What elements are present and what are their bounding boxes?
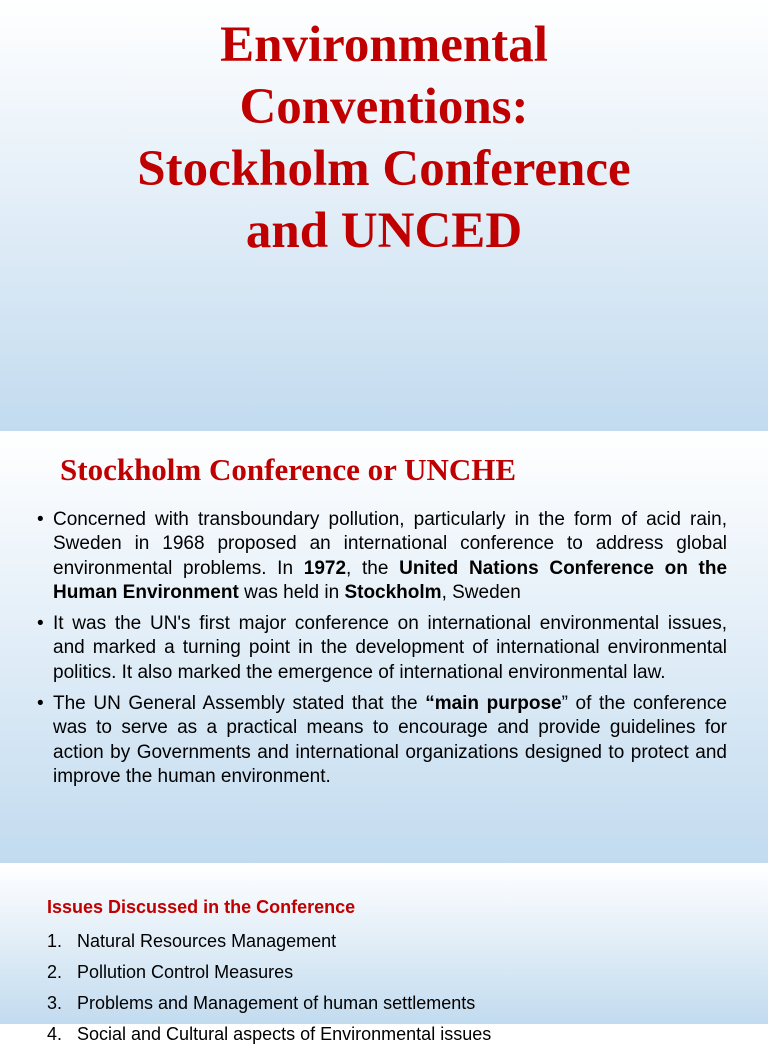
list-item [47,957,491,988]
slide-heading: Stockholm Conference or UNCHE [60,452,517,487]
slide-title [0,14,768,262]
issues-list [47,926,491,1050]
bullet-text: It was the UN's first major conference on international environmental issues, and marked a turning point in the development of international environmental politics. It also marked the emergence of international environmental law. [53,613,727,683]
bullet-text: The UN General Assembly stated that the [53,693,426,715]
title-slide [0,0,768,432]
bullet-bold-main-purpose: “main purpose [425,693,562,715]
bullet-text: Concerned with transboundary pollution, particularly in the form of acid rain, Sweden in 1968 proposed an international conference to address global environmental problems. In [53,509,727,579]
item-text: Pollution Control Measures [77,962,294,982]
bullet-text: ” of the conference was to serve as a practical means to encourage and provide guidelines for action by Governments and international organizations designed to protect and improve the human environment. [53,693,727,787]
bullet-item [37,692,727,789]
bullet-bold-city: Stockholm [344,581,442,603]
slide-divider [0,431,768,434]
title-line-4: and UNCED [245,203,523,259]
item-text: Social and Cultural aspects of Environmental issues [77,1024,492,1044]
bullet-text: was held in [238,581,345,603]
item-number: 2. [47,962,63,982]
list-item [47,926,491,957]
bullet-dot: • [37,693,44,715]
issues-slide [0,864,768,1044]
list-item [47,1019,491,1050]
bullet-dot: • [37,613,44,635]
bullet-item [37,612,727,685]
bullet-text: , Sweden [441,581,521,603]
bullet-bold-year: 1972 [303,557,347,579]
title-line-1: Environmental [220,17,548,73]
item-text: Natural Resources Management [77,931,337,951]
issues-heading: Issues Discussed in the Conference [47,897,356,917]
item-text: Problems and Management of human settlements [77,993,476,1013]
bullet-dot: • [37,509,44,530]
bullet-item [37,508,728,605]
title-line-3: Stockholm Conference [137,141,631,197]
slide-divider [0,863,768,866]
bullet-bold-conference-name: United Nations Conference on the Human Environment [53,557,728,603]
item-number: 4. [47,1024,63,1044]
item-number: 1. [47,931,63,951]
bullet-text: , the [346,557,400,579]
title-line-2: Conventions: [239,79,529,135]
stockholm-slide [0,432,768,864]
list-item [47,988,491,1019]
item-number: 3. [47,993,63,1013]
bullet-list [37,508,728,796]
